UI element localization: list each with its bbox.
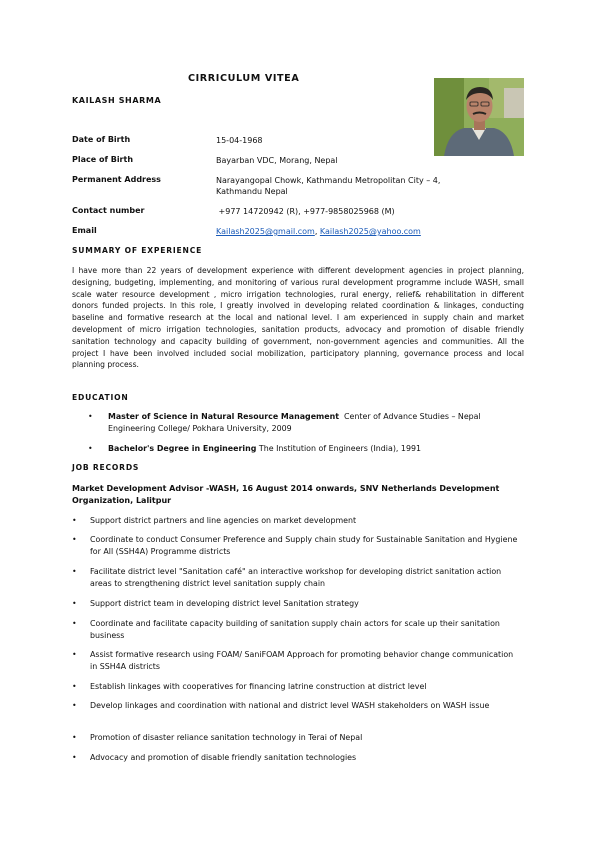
email-value (216, 226, 516, 237)
dob-label: Date of Birth (72, 135, 131, 144)
education-heading: EDUCATION (72, 393, 129, 402)
document-title: CIRRICULUM VITEA (188, 73, 300, 84)
bullet-icon: • (72, 733, 77, 742)
bullet-icon: • (72, 701, 77, 710)
bullet-icon: • (72, 682, 77, 691)
summary-text: I have more than 22 years of development experience with different development agencies in project planning, designing, budgeting, implementing, and monitoring of various rural development programme include WASH, small scale water resource development , micro irrigation technologies, rural energy, relief& rehabilitation in different donors funded projects. In this role, I greatly involved in developing related coordination & linkages, conducting baseline and formative research at the local and national level. I am experienced in supply chain and market development of micro irrigation technologies, sanitation products, advocacy and promotion of disable friendly sanitation technology and capacity building of government, non-government agencies and communities. All the project I have been involved included social mobilization, participatory planning, governance process and local planning process. (72, 266, 524, 370)
job-bullet-text: Support district team in developing district level Sanitation strategy (90, 599, 359, 608)
job-bullet-text: Support district partners and line agencies on market development (90, 516, 357, 525)
bullet-icon: • (72, 650, 77, 659)
job-records-heading: JOB RECORDS (72, 463, 140, 472)
job-bullet-text: Promotion of disaster reliance sanitation technology in Terai of Nepal (90, 733, 363, 742)
bullet-icon: • (72, 619, 77, 628)
job-bullet-text: Establish linkages with cooperatives for financing latrine construction at district level (90, 682, 427, 691)
address-label: Permanent Address (72, 175, 161, 184)
email-label: Email (72, 226, 97, 235)
contact-value: +977 14720942 (R), +977-9858025968 (M) (216, 207, 395, 216)
dob-value: 15-04-1968 (216, 136, 263, 145)
education-institution: Center of Advance Studies – Nepal Engineering College/ Pokhara University, 2009 (108, 412, 484, 433)
contact-label: Contact number (72, 206, 145, 215)
pob-label: Place of Birth (72, 155, 134, 164)
job-bullet-text: Facilitate district level "Sanitation café" an interactive workshop for developing district sanitation action areas to strengthening district level sanitation supply chain (90, 567, 502, 588)
email-separator: , (314, 227, 320, 236)
bullet-icon: • (72, 535, 77, 544)
job-title: Market Development Advisor -WASH, 16 August 2014 onwards, SNV Netherlands Development Organization, Lalitpur (72, 484, 500, 505)
pob-value: Bayarban VDC, Morang, Nepal (216, 156, 338, 165)
email-link-gmail[interactable]: Kailash2025@gmail.com (216, 227, 315, 236)
job-bullet-text: Coordinate and facilitate capacity building of sanitation supply chain actors for scale up their sanitation business (90, 619, 500, 640)
candidate-name: KAILASH SHARMA (72, 96, 162, 105)
bullet-icon: • (72, 753, 77, 762)
bullet-icon: • (72, 516, 77, 525)
job-bullet-text: Advocacy and promotion of disable friendly sanitation technologies (90, 753, 357, 762)
bullet-icon: • (72, 567, 77, 576)
bullet-icon: • (72, 599, 77, 608)
job-bullet-text: Assist formative research using FOAM/ SaniFOAM Approach for promoting behavior change communication in SSH4A districts (90, 650, 514, 671)
education-degree: Bachelor's Degree in Engineering (108, 444, 257, 453)
bullet-icon: • (88, 412, 93, 421)
job-bullet-text: Coordinate to conduct Consumer Preference and Supply chain study for Sustainable Sanitation and Hygiene for All (SSH4A) Programme districts (90, 535, 518, 556)
summary-heading: SUMMARY OF EXPERIENCE (72, 246, 203, 255)
email-link-yahoo[interactable]: Kailash2025@yahoo.com (319, 227, 421, 236)
bullet-icon: • (88, 444, 93, 453)
education-institution: The Institution of Engineers (India), 1991 (256, 444, 422, 453)
job-bullet-text: Develop linkages and coordination with national and district level WASH stakeholders on WASH issue (90, 701, 490, 710)
education-degree: Master of Science in Natural Resource Management (108, 412, 340, 421)
address-value: Narayangopal Chowk, Kathmandu Metropolitan City – 4, Kathmandu Nepal (216, 176, 441, 196)
